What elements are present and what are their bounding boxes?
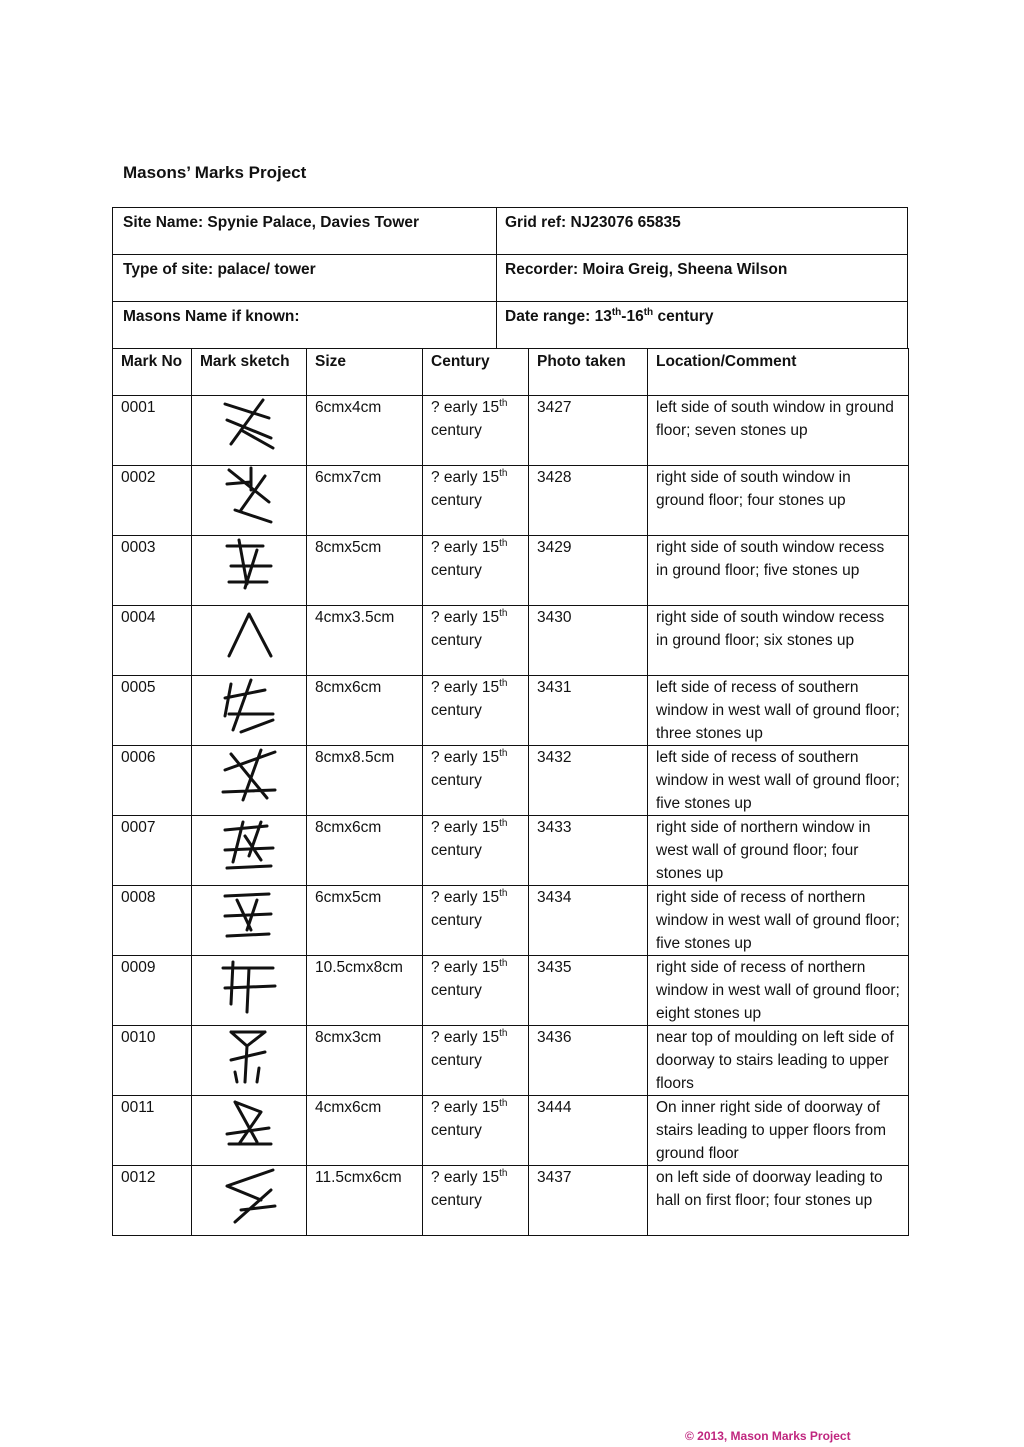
header-location-comment: Location/Comment	[648, 349, 909, 396]
mark-century: ? early 15th century	[423, 886, 529, 956]
mason-mark-7-icon	[219, 816, 279, 876]
location-comment: right side of south window in ground floor; four stones up	[648, 466, 909, 536]
mark-no: 0009	[113, 956, 192, 1026]
photo-taken: 3434	[529, 886, 648, 956]
info-row-type	[112, 254, 908, 301]
header-century: Century	[423, 349, 529, 396]
mark-size: 6cmx5cm	[307, 886, 423, 956]
location-comment: right side of recess of northern window in west wall of ground floor; eight stones up	[648, 956, 909, 1026]
mark-sketch	[192, 956, 307, 1026]
mark-century: ? early 15th century	[423, 1096, 529, 1166]
mark-size: 8cmx6cm	[307, 816, 423, 886]
site-name: Site Name: Spynie Palace, Davies Tower	[123, 214, 420, 231]
location-comment: right side of northern window in west wall of ground floor; four stones up	[648, 816, 909, 886]
mark-century: ? early 15th century	[423, 1166, 529, 1236]
mark-sketch	[192, 606, 307, 676]
mark-size: 8cmx6cm	[307, 676, 423, 746]
info-row-site	[112, 207, 908, 254]
mark-size: 6cmx4cm	[307, 396, 423, 466]
mark-century: ? early 15th century	[423, 746, 529, 816]
photo-taken: 3431	[529, 676, 648, 746]
grid-ref: Grid ref: NJ23076 65835	[505, 214, 681, 231]
mark-century: ? early 15th century	[423, 466, 529, 536]
mason-mark-11-icon	[219, 1096, 279, 1156]
mark-sketch	[192, 1026, 307, 1096]
mason-mark-6-icon	[219, 746, 279, 806]
mark-century: ? early 15th century	[423, 536, 529, 606]
mason-mark-5-icon	[219, 676, 279, 736]
photo-taken: 3436	[529, 1026, 648, 1096]
marks-table	[112, 348, 909, 1236]
table-row	[113, 466, 909, 536]
mark-no: 0002	[113, 466, 192, 536]
mark-size: 4cmx6cm	[307, 1096, 423, 1166]
mark-century: ? early 15th century	[423, 396, 529, 466]
header-size: Size	[307, 349, 423, 396]
mark-century: ? early 15th century	[423, 1026, 529, 1096]
location-comment: left side of south window in ground floor; seven stones up	[648, 396, 909, 466]
mark-size: 11.5cmx6cm	[307, 1166, 423, 1236]
table-row	[113, 1026, 909, 1096]
mark-no: 0004	[113, 606, 192, 676]
mark-no: 0007	[113, 816, 192, 886]
divider	[496, 208, 497, 254]
mark-sketch	[192, 676, 307, 746]
table-row	[113, 1166, 909, 1236]
info-row-masons	[112, 301, 908, 348]
mark-size: 8cmx3cm	[307, 1026, 423, 1096]
mark-sketch	[192, 1096, 307, 1166]
mark-no: 0010	[113, 1026, 192, 1096]
photo-taken: 3435	[529, 956, 648, 1026]
mason-mark-4-icon	[219, 606, 279, 666]
table-row	[113, 396, 909, 466]
table-row	[113, 886, 909, 956]
mark-size: 4cmx3.5cm	[307, 606, 423, 676]
mark-sketch	[192, 536, 307, 606]
photo-taken: 3429	[529, 536, 648, 606]
divider	[496, 302, 497, 348]
location-comment: right side of south window recess in ground floor; six stones up	[648, 606, 909, 676]
mark-no: 0008	[113, 886, 192, 956]
photo-taken: 3437	[529, 1166, 648, 1236]
mark-size: 8cmx5cm	[307, 536, 423, 606]
type-of-site: Type of site: palace/ tower	[123, 261, 316, 278]
mason-mark-12-icon	[219, 1166, 279, 1226]
location-comment: near top of moulding on left side of doorway to stairs leading to upper floors	[648, 1026, 909, 1096]
table-row	[113, 606, 909, 676]
mark-sketch	[192, 396, 307, 466]
mark-no: 0011	[113, 1096, 192, 1166]
mark-sketch	[192, 886, 307, 956]
mason-mark-1-icon	[219, 396, 279, 456]
table-row	[113, 816, 909, 886]
location-comment: On inner right side of doorway of stairs leading to upper floors from ground floor	[648, 1096, 909, 1166]
mark-century: ? early 15th century	[423, 676, 529, 746]
location-comment: right side of south window recess in ground floor; five stones up	[648, 536, 909, 606]
photo-taken: 3433	[529, 816, 648, 886]
mark-sketch	[192, 466, 307, 536]
table-row	[113, 956, 909, 1026]
mason-mark-9-icon	[219, 956, 279, 1016]
mark-size: 10.5cmx8cm	[307, 956, 423, 1026]
mark-century: ? early 15th century	[423, 816, 529, 886]
mason-mark-10-icon	[219, 1026, 279, 1086]
table-row	[113, 746, 909, 816]
mason-mark-8-icon	[219, 886, 279, 946]
photo-taken: 3427	[529, 396, 648, 466]
table-header-row	[113, 349, 909, 396]
location-comment: on left side of doorway leading to hall on first floor; four stones up	[648, 1166, 909, 1236]
mark-no: 0006	[113, 746, 192, 816]
mark-sketch	[192, 1166, 307, 1236]
table-row	[113, 1096, 909, 1166]
photo-taken: 3444	[529, 1096, 648, 1166]
mark-no: 0005	[113, 676, 192, 746]
mark-no: 0003	[113, 536, 192, 606]
photo-taken: 3432	[529, 746, 648, 816]
mason-mark-2-icon	[219, 466, 279, 526]
copyright-footer: © 2013, Mason Marks Project	[685, 1429, 851, 1443]
divider	[496, 255, 497, 301]
page-title: Masons’ Marks Project	[123, 163, 307, 182]
mark-century: ? early 15th century	[423, 956, 529, 1026]
header-mark-no: Mark No	[113, 349, 192, 396]
header-photo-taken: Photo taken	[529, 349, 648, 396]
recorder: Recorder: Moira Greig, Sheena Wilson	[505, 261, 788, 278]
mark-sketch	[192, 746, 307, 816]
location-comment: left side of recess of southern window in west wall of ground floor; five stones up	[648, 746, 909, 816]
photo-taken: 3430	[529, 606, 648, 676]
photo-taken: 3428	[529, 466, 648, 536]
mark-no: 0012	[113, 1166, 192, 1236]
masons-name: Masons Name if known:	[123, 308, 300, 325]
header-mark-sketch: Mark sketch	[192, 349, 307, 396]
location-comment: left side of recess of southern window in west wall of ground floor; three stones up	[648, 676, 909, 746]
mark-size: 6cmx7cm	[307, 466, 423, 536]
table-row	[113, 536, 909, 606]
mark-sketch	[192, 816, 307, 886]
mark-size: 8cmx8.5cm	[307, 746, 423, 816]
mason-mark-3-icon	[219, 536, 279, 596]
location-comment: right side of recess of northern window in west wall of ground floor; five stones up	[648, 886, 909, 956]
mark-century: ? early 15th century	[423, 606, 529, 676]
table-row	[113, 676, 909, 746]
date-range: Date range: 13th-16th century	[505, 306, 714, 325]
record-table	[112, 207, 908, 1236]
mark-no: 0001	[113, 396, 192, 466]
